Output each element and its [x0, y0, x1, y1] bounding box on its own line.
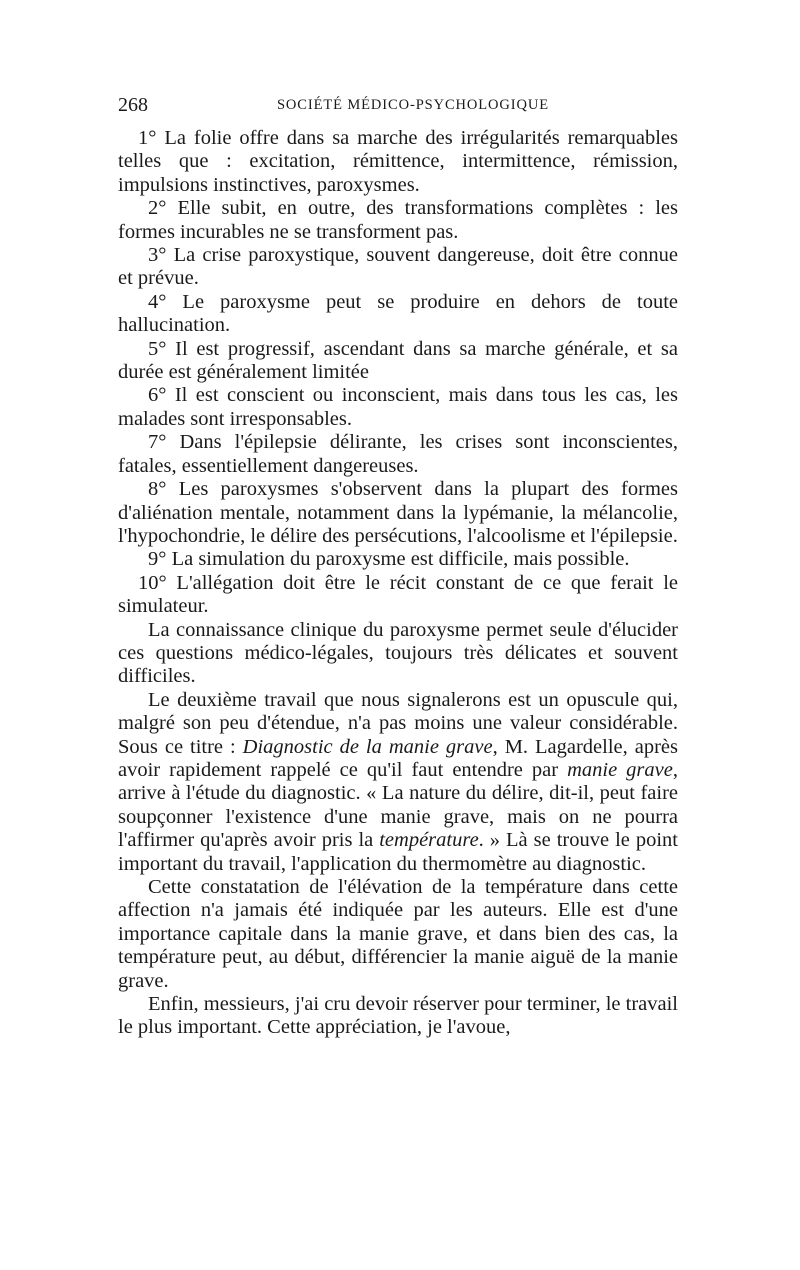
italic-title: Diagnostic de la manie grave [242, 735, 493, 758]
paragraph-item-10: 10° L'allégation doit être le récit constant de ce que ferait le simulateur. [118, 571, 678, 618]
paragraph-lagardelle [118, 689, 678, 876]
paragraph-item-7: 7° Dans l'épilepsie délirante, les crises sont inconscientes, fatales, essentiellement dangereuses. [118, 431, 678, 477]
paragraph-item-9: 9° La simulation du paroxysme est difficile, mais possible. [148, 548, 630, 571]
paragraph-item-5: 5° Il est progressif, ascendant dans sa marche générale, et sa durée est généralement limitée [118, 337, 678, 384]
paragraph-item-2: 2° Elle subit, en outre, des transformations complètes : les formes incurables ne se transforment pas. [118, 197, 678, 243]
paragraph-item-4: 4° Le paroxysme peut se produire en dehors de toute hallucination. [118, 290, 678, 337]
running-title: SOCIÉTÉ MÉDICO-PSYCHOLOGIQUE [276, 97, 550, 113]
paragraph-final: Enfin, messieurs, j'ai cru devoir réserver pour terminer, le travail le plus important. Cette appréciation, je l'avoue, [118, 993, 678, 1039]
paragraph-item-6: 6° Il est conscient ou inconscient, mais dans tous les cas, les malades sont irresponsables. [118, 384, 678, 430]
italic-term: manie grave [567, 758, 673, 781]
paragraph-temperature: Cette constatation de l'élévation de la température dans cette affection n'a jamais été indiquée par les auteurs. Elle est d'une importance capitale dans la manie grave, et dans bien des cas, la température peut, au début, différencier la manie aiguë de la manie grave. [118, 876, 678, 992]
paragraph-item-3: 3° La crise paroxystique, souvent dangereuse, doit être connue et prévue. [118, 244, 678, 290]
body-text [118, 127, 678, 1040]
text-run: , M. Lagardelle, après avoir rapidement rappelé ce qu'il faut entendre par [118, 735, 678, 781]
italic-term: température [379, 829, 479, 852]
text-run: Le deuxième travail que nous signalerons est un opuscule qui, malgré son peu d'étendue, n'a pas moins une valeur considérable. Sous ce titre : [118, 688, 678, 758]
text-run: . » Là se trouve le point important du travail, l'application du thermomètre au diagnostic. [118, 829, 678, 875]
paragraph-item-8: 8° Les paroxysmes s'observent dans la plupart des formes d'aliénation mentale, notamment dans la lypémanie, la mélancolie, l'hypochondrie, le délire des persécutions, l'alcoolisme et l'épilepsie. [118, 478, 678, 547]
paragraph-item-1: 1° La folie offre dans sa marche des irrégularités remarquables telles que : excitation, rémittence, intermittence, rémission, impulsions instinctives, paroxysmes. [118, 127, 678, 196]
page-header [118, 92, 678, 118]
text-run: , arrive à l'étude du diagnostic. « La nature du délire, dit-il, peut faire soupçonner l'existence d'une manie grave, mais on ne pourra l'affirmer qu'après avoir pris la [118, 758, 678, 852]
paragraph-conclusion: La connaissance clinique du paroxysme permet seule d'élucider ces questions médico-légales, toujours très délicates et souvent difficiles. [118, 618, 678, 688]
page-number: 268 [118, 94, 148, 116]
